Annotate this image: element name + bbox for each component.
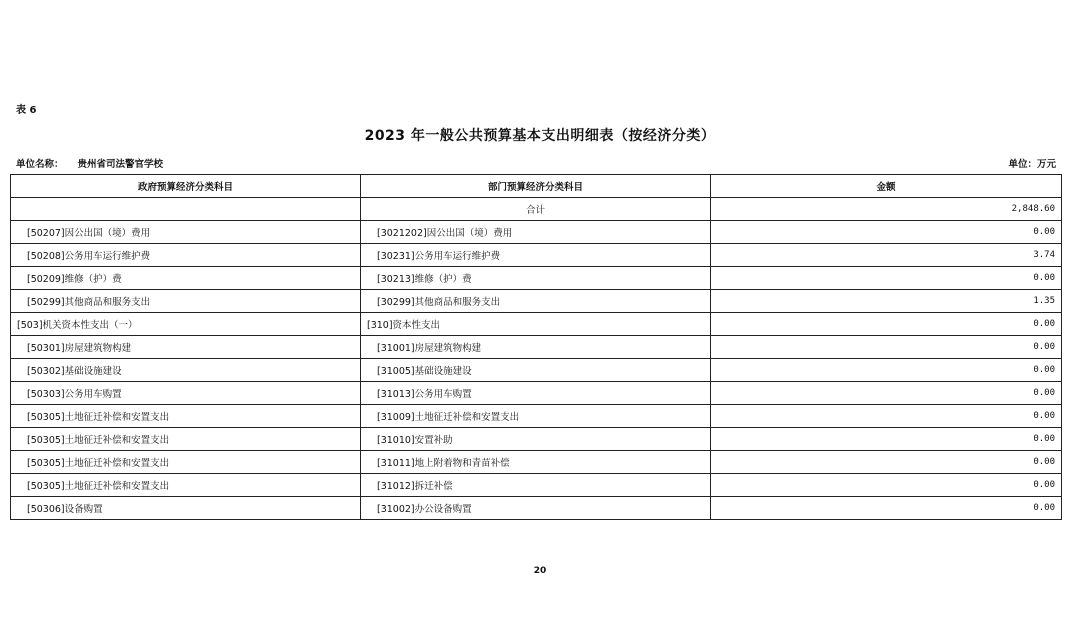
dept-category-cell: [31010]安置补助 — [361, 428, 711, 451]
header-gov-category: 政府预算经济分类科目 — [11, 175, 361, 198]
amount-cell: 0.00 — [711, 428, 1062, 451]
gov-category-cell: [50305]土地征迁补偿和安置支出 — [11, 451, 361, 474]
page-title: 2023 年一般公共预算基本支出明细表（按经济分类） — [364, 128, 716, 144]
total-empty-cell — [11, 198, 361, 221]
table-number: 表 6 — [16, 105, 37, 116]
header-amount: 金额 — [711, 175, 1062, 198]
amount-cell: 0.00 — [711, 336, 1062, 359]
total-label: 合计 — [361, 198, 711, 221]
dept-category-cell: [310]资本性支出 — [361, 313, 711, 336]
dept-category-cell: [30231]公务用车运行维护费 — [361, 244, 711, 267]
gov-category-cell: [50209]维修（护）费 — [11, 267, 361, 290]
table-row — [11, 451, 1062, 474]
amount-cell: 0.00 — [711, 313, 1062, 336]
gov-category-cell: [50301]房屋建筑物构建 — [11, 336, 361, 359]
total-amount: 2,848.60 — [711, 198, 1062, 221]
table-row — [11, 244, 1062, 267]
unit-name-line — [16, 156, 163, 170]
dept-category-cell: [31012]拆迁补偿 — [361, 474, 711, 497]
amount-cell: 0.00 — [711, 497, 1062, 520]
dept-category-cell: [31001]房屋建筑物构建 — [361, 336, 711, 359]
gov-category-cell: [50303]公务用车购置 — [11, 382, 361, 405]
dept-category-cell: [30299]其他商品和服务支出 — [361, 290, 711, 313]
table-row — [11, 336, 1062, 359]
table-row — [11, 313, 1062, 336]
table-row — [11, 359, 1062, 382]
amount-cell: 0.00 — [711, 405, 1062, 428]
header-dept-category: 部门预算经济分类科目 — [361, 175, 711, 198]
gov-category-cell: [50207]因公出国（境）费用 — [11, 221, 361, 244]
amount-cell: 0.00 — [711, 474, 1062, 497]
amount-cell: 0.00 — [711, 267, 1062, 290]
gov-category-cell: [503]机关资本性支出（一） — [11, 313, 361, 336]
table-row — [11, 497, 1062, 520]
table-row — [11, 405, 1062, 428]
gov-category-cell: [50302]基础设施建设 — [11, 359, 361, 382]
dept-category-cell: [31009]土地征迁补偿和安置支出 — [361, 405, 711, 428]
dept-category-cell: [30213]维修（护）费 — [361, 267, 711, 290]
gov-category-cell: [50306]设备购置 — [11, 497, 361, 520]
dept-category-cell: [31002]办公设备购置 — [361, 497, 711, 520]
dept-category-cell: [3021202]因公出国（境）费用 — [361, 221, 711, 244]
gov-category-cell: [50299]其他商品和服务支出 — [11, 290, 361, 313]
amount-cell: 0.00 — [711, 382, 1062, 405]
unit-name-value: 贵州省司法警官学校 — [77, 159, 164, 170]
dept-category-cell: [31005]基础设施建设 — [361, 359, 711, 382]
table-row — [11, 267, 1062, 290]
table-header-row — [11, 175, 1062, 198]
table-row — [11, 428, 1062, 451]
gov-category-cell: [50305]土地征迁补偿和安置支出 — [11, 405, 361, 428]
gov-category-cell: [50208]公务用车运行维护费 — [11, 244, 361, 267]
amount-cell: 1.35 — [711, 290, 1062, 313]
gov-category-cell: [50305]土地征迁补偿和安置支出 — [11, 428, 361, 451]
table-row — [11, 290, 1062, 313]
amount-cell: 0.00 — [711, 221, 1062, 244]
dept-category-cell: [31011]地上附着物和青苗补偿 — [361, 451, 711, 474]
table-row — [11, 474, 1062, 497]
total-row — [11, 198, 1062, 221]
page-number: 20 — [533, 566, 547, 576]
dept-category-cell: [31013]公务用车购置 — [361, 382, 711, 405]
unit-label: 单位：万元 — [1008, 159, 1056, 170]
gov-category-cell: [50305]土地征迁补偿和安置支出 — [11, 474, 361, 497]
amount-cell: 3.74 — [711, 244, 1062, 267]
budget-table — [10, 174, 1062, 520]
unit-name-label: 单位名称： — [16, 159, 64, 170]
amount-cell: 0.00 — [711, 359, 1062, 382]
table-row — [11, 221, 1062, 244]
table-row — [11, 382, 1062, 405]
amount-cell: 0.00 — [711, 451, 1062, 474]
